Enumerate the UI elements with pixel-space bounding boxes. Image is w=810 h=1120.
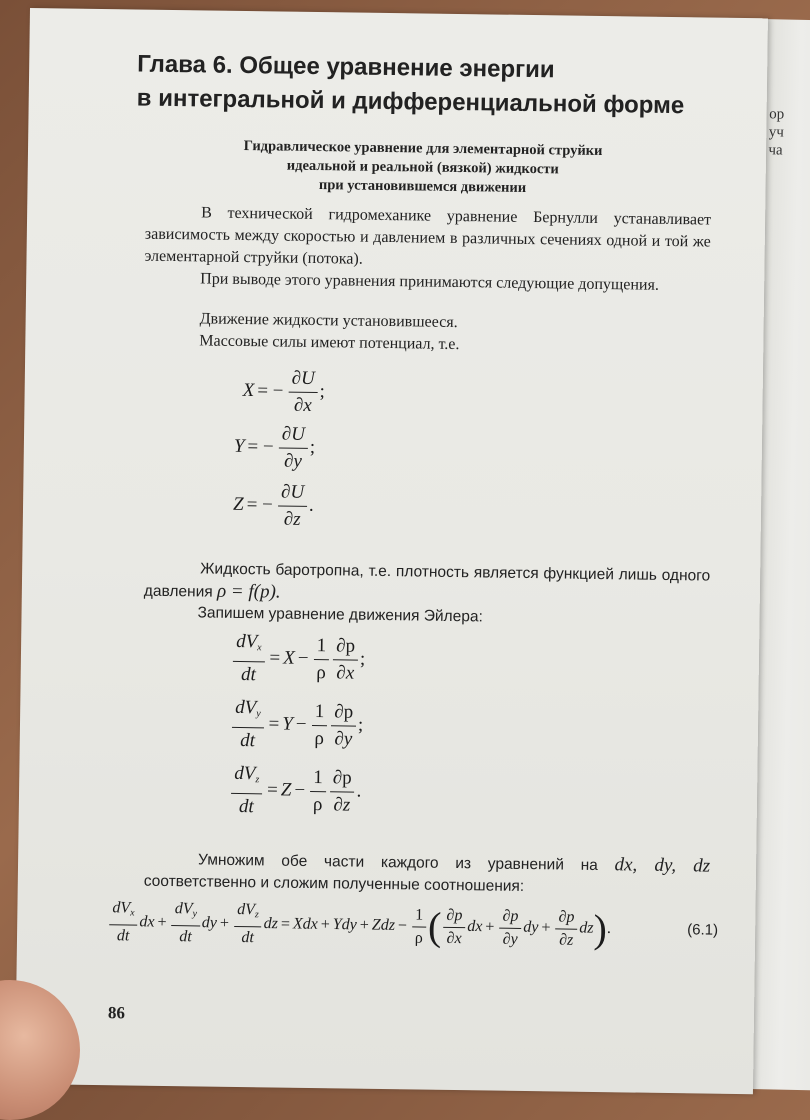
differentials-formula: dx, dy, dz xyxy=(614,854,711,877)
equation-number: (6.1) xyxy=(687,921,719,939)
chapter-title-line: Глава 6. Общее уравнение энергии xyxy=(137,50,555,84)
paragraph-steady-flow: Движение жидкости установившееся. xyxy=(199,310,458,332)
multiply-text-after: соответственно и сложим полученные соотношения: xyxy=(143,872,525,895)
book-page xyxy=(15,8,768,1094)
density-function-formula: ρ = f(p). xyxy=(216,580,281,603)
adjacent-page-text xyxy=(768,105,784,159)
section-title-line: Гидравлическое уравнение для элементарной струйки xyxy=(243,137,603,160)
equation-z-potential: Z = − $\frac{\partial U}{\partial z}$ . xyxy=(232,481,314,530)
paragraph-assumptions: При выводе этого уравнения принимаются следующие допущения. xyxy=(200,270,659,294)
equation-6-1: $\frac{dV_x}{dt}$ dx + $\frac{dV_y}{dt}$ dy + $\frac{dV_z}{dt}$ dz = Xdx + Ydy + Zdz − $\frac{1}{\rho}$ ( $\frac{\partial p}{\partial x}$ dx + $\frac{\partial p}{\partial y}$ dy + $\frac{\partial p}{\partial z}$ dz). xyxy=(107,899,611,952)
adjacent-line: ор xyxy=(769,106,785,123)
barotropic-text: Жидкость баротропна, т.е. плотность является функцией лишь одного давления xyxy=(143,560,711,601)
equation-euler-z: $\frac{dV_z}{dt}$ = Z − $\frac{1}{\rho}$ $\frac{\partial p}{\partial z}$ . xyxy=(229,763,362,820)
equation-y-potential: Y = − $\frac{\partial U}{\partial y}$ ; xyxy=(233,423,316,472)
section-title-line: при установившемся движении xyxy=(318,177,527,196)
page-number: 86 xyxy=(107,1003,126,1023)
paragraph-euler-intro: Запишем уравнение движения Эйлера: xyxy=(197,604,483,626)
chapter-title xyxy=(137,48,758,125)
equation-euler-y: $\frac{dV_y}{dt}$ = Y − $\frac{1}{\rho}$ $\frac{\partial p}{\partial y}$ ; xyxy=(230,697,364,754)
equation-euler-x: $\frac{dV_x}{dt}$ = X − $\frac{1}{\rho}$ $\frac{\partial p}{\partial x}$ ; xyxy=(231,631,366,688)
chapter-title-line: в интегральной и дифференциальной форме xyxy=(136,84,685,120)
section-title xyxy=(172,136,673,200)
multiply-text-before: Умножим обе части каждого из уравнений на xyxy=(198,851,598,875)
paragraph-bernoulli-intro: В технической гидромеханике уравнение Бернулли устанавливает зависимость между скоростью и давлением в различных сечениях одной и той же элементарной струйки (потока). xyxy=(144,204,712,268)
paragraph-potential-forces: Массовые силы имеют потенциал, т.е. xyxy=(199,332,460,354)
equation-x-potential: X = − $\frac{\partial U}{\partial x}$ ; xyxy=(242,367,326,416)
paragraph-multiply-sum xyxy=(144,848,711,901)
adjacent-line: ча xyxy=(768,142,783,159)
section-title-line: идеальной и реальной (вязкой) жидкости xyxy=(286,157,559,178)
adjacent-line: уч xyxy=(768,124,785,141)
